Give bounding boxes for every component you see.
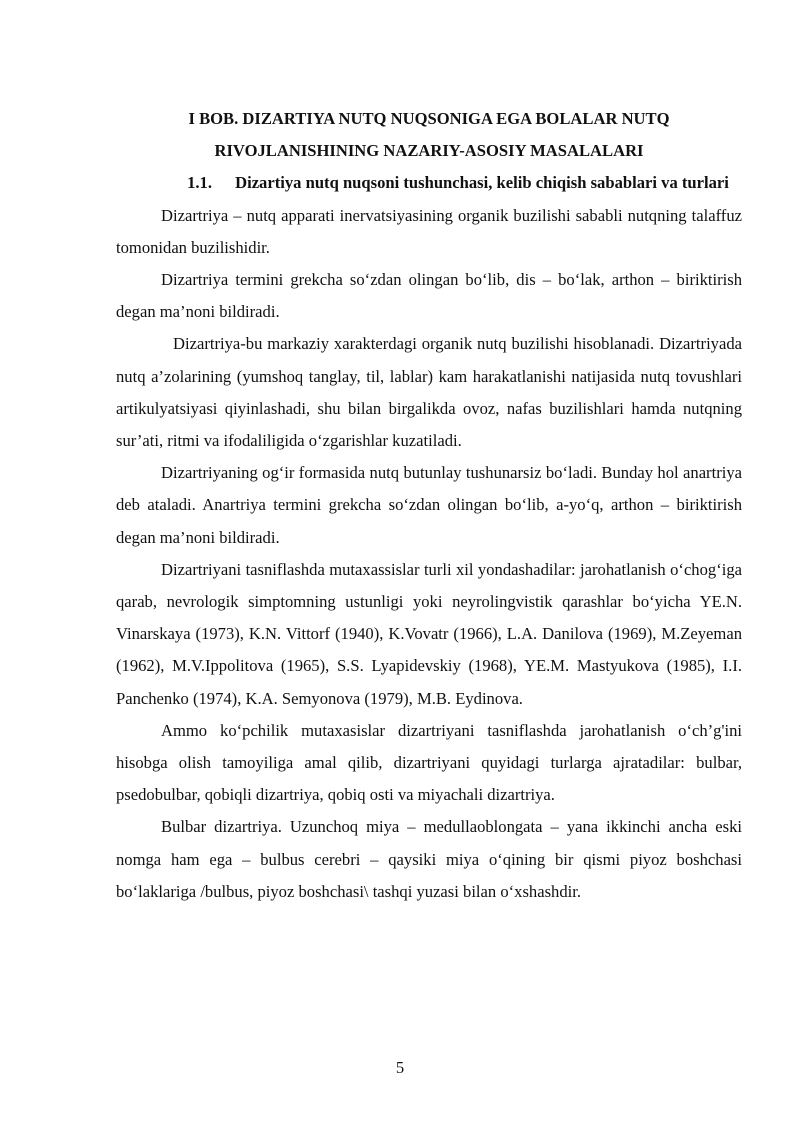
document-page <box>116 103 742 908</box>
paragraph: Ammo ko‘pchilik mutaxasislar dizartriyani tasniflashda jarohatlanish o‘ch’g'ini hisobga olish tamoyiliga amal qilib, dizartriyani quyidagi turlarga ajratadilar: bulbar, psedobulbar, qobiqli dizartriya, qobiq osti va miyachali dizartriya. <box>116 720 742 805</box>
section-title: Dizartiya nutq nuqsoni tushunchasi, kelib chiqish sabablari va turlari <box>235 173 729 193</box>
section-number: 1.1. <box>187 173 212 193</box>
paragraph: Dizartriya-bu markaziy xarakterdagi organik nutq buzilishi hisoblanadi. Dizartriyada nutq a’zolarining (yumshoq tanglay, til, lablar) kam harakatlanishi natijasida nutq tovushlari artikulyatsiyasi qiyinlashadi, shu bilan birgalikda ovoz, nafas buzilishlari hamda nutqning sur’ati, ritmi va ifodaliligida o‘zgarishlar kuzatiladi. <box>116 334 742 451</box>
paragraph: Dizartriyani tasniflashda mutaxassislar turli xil yondashadilar: jarohatlanish o‘chog‘iga qarab, nevrologik simptomning ustunligi yoki neyrolingvistik qarashlar bo‘yicha YE.N. Vinarskaya (1973), K.N. Vittorf (1940), K.Vovatr (1966), L.A. Danilova (1969), M.Zeyeman (1962), M.V.Ippolitova (1965), S.S. Lyapidevskiy (1968), YE.M. Mastyukova (1985), I.I. Panchenko (1974), K.A. Semyonova (1979), M.B. Eydinova. <box>116 559 742 708</box>
paragraph: Dizartriyaning og‘ir formasida nutq butunlay tushunarsiz bo‘ladi. Bunday hol anartriya deb ataladi. Anartriya termini grekcha so‘zdan olingan bo‘lib, a-yo‘q, arthon – biriktirish degan ma’noni bildiradi. <box>116 463 742 547</box>
paragraph: Bulbar dizartriya. Uzunchoq miya – medullaoblongata – yana ikkinchi ancha eski nomga ham ega – bulbus cerebri – qaysiki miya o‘qining bir qismi piyoz boshchasi bo‘laklariga /bulbus, piyoz boshchasi\ tashqi yuzasi bilan o‘xshashdir. <box>116 817 742 901</box>
chapter-title-line-2: RIVOJLANISHINING NAZARIY-ASOSIY MASALALARI <box>214 141 644 161</box>
page-number: 5 <box>395 1058 405 1077</box>
paragraph: Dizartriya – nutq apparati inervatsiyasining organik buzilishi sababli nutqning talaffuz tomonidan buzilishidir. <box>116 205 742 257</box>
section-heading <box>116 167 742 199</box>
chapter-title-line-1: I BOB. DIZARTIYA NUTQ NUQSONIGA EGA BOLALAR NUTQ <box>188 109 670 128</box>
paragraph: Dizartriya termini grekcha so‘zdan olingan bo‘lib, dis – bo‘lak, arthon – biriktirish degan ma’noni bildiradi. <box>116 270 742 322</box>
